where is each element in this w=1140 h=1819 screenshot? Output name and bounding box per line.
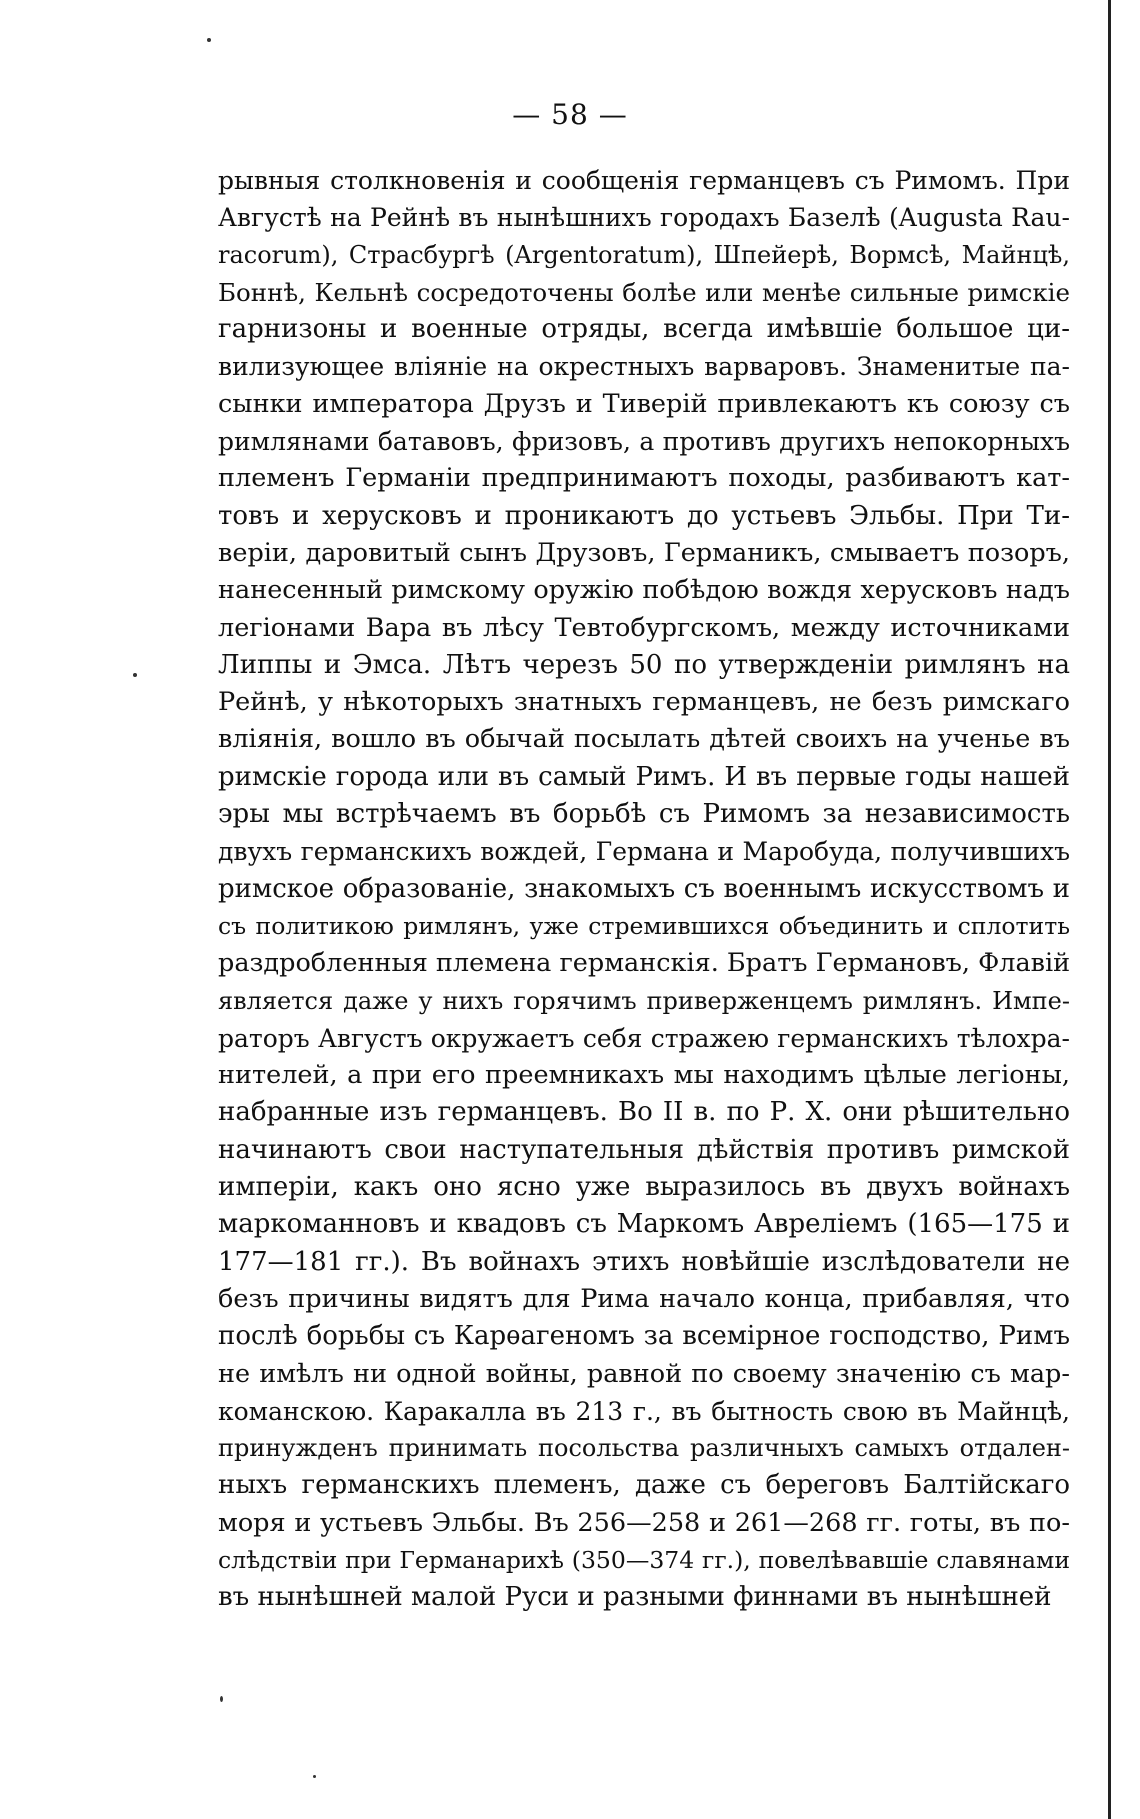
text-line: рывныя столкновенія и сообщенія германцевъ съ Римомъ. При	[218, 166, 1070, 195]
text-line: съ политикою римлянъ, уже стремившихся объединить и сплотить	[218, 911, 1070, 940]
text-line: Рейнѣ, у нѣкоторыхъ знатныхъ германцевъ, не безъ римскаго	[218, 687, 1070, 718]
text-line: начинаютъ свои наступательныя дѣйствія противъ римской	[218, 1134, 1070, 1165]
text-line: сынки императора Друзъ и Тиверій привлекаютъ къ союзу съ	[218, 388, 1070, 419]
text-line: въ нынѣшней малой Руси и разными финнами въ нынѣшней	[218, 1582, 1052, 1613]
text-line: римлянами батавовъ, фризовъ, а противъ другихъ непокорныхъ	[218, 427, 1070, 457]
page-number: — 58 —	[512, 98, 628, 131]
text-line: двухъ германскихъ вождей, Германа и Маробуда, получившихъ	[218, 837, 1070, 867]
text-line: римскіе города или въ самый Римъ. И въ первые годы нашей	[218, 761, 1070, 792]
text-line: принужденъ принимать посольства различныхъ самыхъ отдален-	[218, 1434, 1070, 1463]
page-edge-rule	[1108, 0, 1111, 1819]
text-line: ныхъ германскихъ племенъ, даже съ береговъ Балтійскаго	[218, 1470, 1070, 1501]
text-line: племенъ Германіи предпринимаютъ походы, разбиваютъ кат-	[218, 463, 1070, 494]
text-line: нителей, а при его преемникахъ мы находимъ цѣлые легіоны,	[218, 1060, 1070, 1091]
text-line: гарнизоны и военные отряды, всегда имѣвшіе большое ци-	[218, 314, 1070, 345]
text-line: раздробленныя племена германскія. Братъ Германовъ, Флавій	[218, 948, 1070, 979]
text-line: маркоманновъ и квадовъ съ Маркомъ Авреліемъ (165—175 и	[218, 1209, 1070, 1240]
text-line: имперіи, какъ оно ясно уже выразилось въ двухъ войнахъ	[218, 1172, 1070, 1203]
text-line: не имѣлъ ни одной войны, равной по своему значенію съ мар-	[218, 1358, 1070, 1389]
scan-speck	[220, 1696, 223, 1702]
text-line: вліянія, вошло въ обычай посылать дѣтей своихъ на ученье въ	[218, 724, 1070, 755]
text-line: слѣдствіи при Германарихѣ (350—374 гг.), повелѣвавшіе славянами	[218, 1545, 1070, 1574]
text-line: безъ причины видятъ для Рима начало конца, прибавляя, что	[218, 1283, 1070, 1314]
text-line: Липпы и Эмса. Лѣтъ черезъ 50 по утвержденіи римлянъ на	[218, 649, 1070, 680]
text-line: легіонами Вара въ лѣсу Тевтобургскомъ, между источниками	[218, 612, 1070, 643]
text-line: является даже у нихъ горячимъ приверженцемъ римлянъ. Импе-	[218, 986, 1070, 1015]
text-line: вилизующее вліяніе на окрестныхъ варваровъ. Знаменитые па-	[218, 352, 1070, 382]
text-line: набранные изъ германцевъ. Во II в. по Р. Х. они рѣшительно	[218, 1097, 1070, 1128]
body-text	[218, 162, 1070, 1617]
text-line: эры мы встрѣчаемъ въ борьбѣ съ Римомъ за независимость	[218, 799, 1070, 830]
text-line: римское образованіе, знакомыхъ съ военнымъ искусствомъ и	[218, 873, 1070, 904]
text-line: веріи, даровитый сынъ Друзовъ, Германикъ, смываетъ позоръ,	[218, 537, 1070, 568]
text-line: 177—181 гг.). Въ войнахъ этихъ новѣйшіе изслѣдователи не	[218, 1246, 1070, 1277]
text-line: раторъ Августъ окружаетъ себя стражею германскихъ тѣлохра-	[218, 1023, 1070, 1053]
scan-speck	[313, 1775, 316, 1778]
text-line: товъ и херусковъ и проникаютъ до устьевъ Эльбы. При Ти-	[218, 500, 1070, 531]
text-line: команскою. Каракалла въ 213 г., въ бытность свою въ Майнцѣ,	[218, 1396, 1070, 1426]
text-line: Боннѣ, Кельнѣ сосредоточены болѣе или менѣе сильные римскіе	[218, 277, 1070, 307]
text-line: racorum), Страсбургѣ (Argentoratum), Шпейерѣ, Вормсѣ, Майнцѣ,	[218, 240, 1070, 269]
text-line: нанесенный римскому оружію побѣдою вождя херусковъ надъ	[218, 575, 1070, 606]
scan-speck	[207, 38, 211, 42]
scan-speck	[133, 673, 137, 677]
text-line: Августѣ на Рейнѣ въ нынѣшнихъ городахъ Базелѣ (Augusta Rau-	[218, 203, 1070, 233]
text-line: послѣ борьбы съ Карѳагеномъ за всемірное господство, Римъ	[218, 1321, 1070, 1352]
text-line: моря и устьевъ Эльбы. Въ 256—258 и 261—268 гг. готы, въ по-	[218, 1507, 1070, 1538]
